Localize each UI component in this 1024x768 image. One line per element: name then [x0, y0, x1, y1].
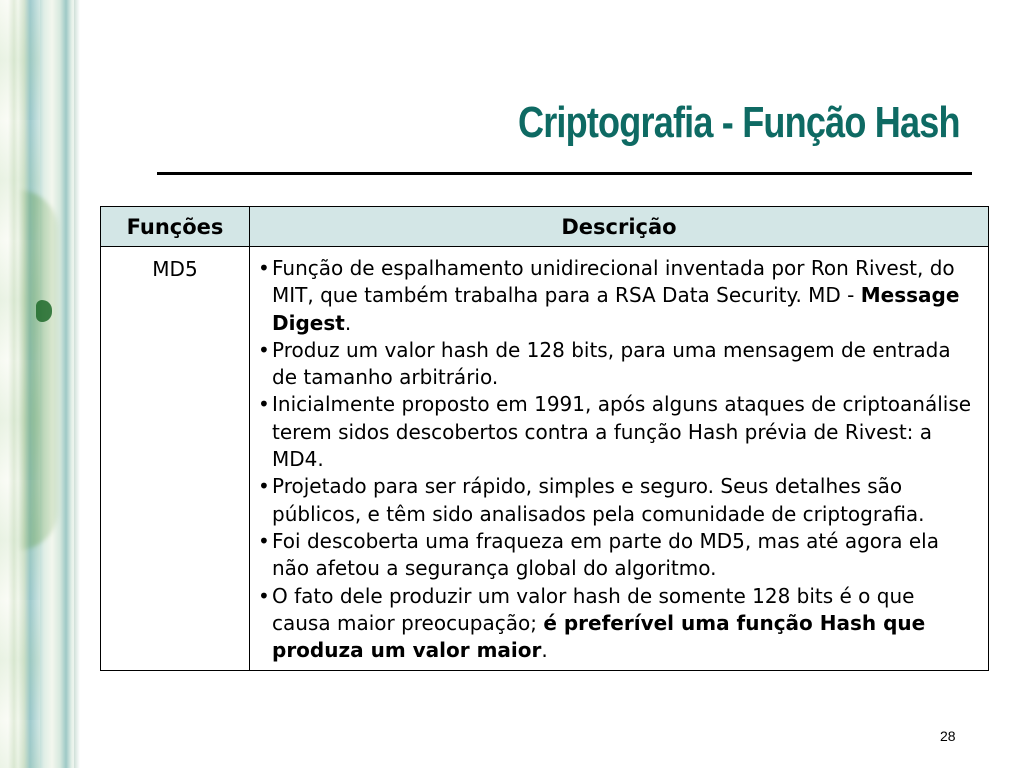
bullet-text: Produz um valor hash de 128 bits, para uma mensagem de entrada de tamanho arbitrário. — [272, 337, 951, 390]
page-number: 28 — [940, 728, 956, 744]
title-underline — [157, 172, 972, 175]
bullet-marker: • — [258, 583, 270, 608]
decorative-leaf-shape — [18, 190, 58, 550]
bullet-text-bold: é preferível uma função Hash que produza um valor maior — [272, 610, 926, 663]
description-bullet — [258, 583, 978, 665]
slide-title: Criptografia - Função Hash — [518, 98, 960, 147]
bullet-text: O fato dele produzir um valor hash de somente 128 bits é o que causa maior preocupação; — [272, 583, 915, 635]
bullet-marker: • — [258, 474, 270, 499]
bullet-marker: • — [258, 337, 270, 362]
bullet-marker: • — [258, 392, 270, 417]
header-functions: Funções — [101, 207, 250, 247]
bullet-text: Inicialmente proposto em 1991, após alguns ataques de criptoanálise terem sidos descobertos contra a função Hash prévia de Rivest: a MD4. — [272, 392, 972, 472]
function-name-cell: MD5 — [101, 247, 250, 671]
bullet-marker: • — [258, 256, 270, 280]
description-bullet — [258, 473, 978, 528]
bullet-text: . — [344, 310, 352, 335]
bullet-text: Projetado para ser rápido, simples e seguro. Seus detalhes são públicos, e têm sido analisados pela comunidade de criptografia. — [272, 474, 925, 526]
decorative-edge — [74, 0, 80, 768]
bullet-marker: • — [258, 528, 270, 553]
description-cell — [250, 247, 989, 671]
description-bullet — [258, 391, 978, 473]
left-decorative-strip — [0, 0, 80, 768]
bullet-text: Função de espalhamento unidirecional inventada por Ron Rivest, do MIT, que também trabalha para a RSA Data Security. MD - — [272, 256, 955, 308]
header-description: Descrição — [250, 207, 989, 247]
bullet-text-bold: Message Digest — [272, 283, 960, 335]
bullet-text: Foi descoberta uma fraqueza em parte do MD5, mas até agora ela não afetou a segurança global do algoritmo. — [272, 528, 939, 581]
description-bullet-list — [258, 255, 978, 664]
table-header-row — [101, 207, 989, 247]
bullet-text: . — [541, 638, 548, 663]
description-bullet — [258, 255, 978, 337]
hash-functions-table — [100, 206, 989, 671]
description-bullet — [258, 337, 978, 392]
description-bullet — [258, 528, 978, 583]
table-row — [101, 247, 989, 671]
